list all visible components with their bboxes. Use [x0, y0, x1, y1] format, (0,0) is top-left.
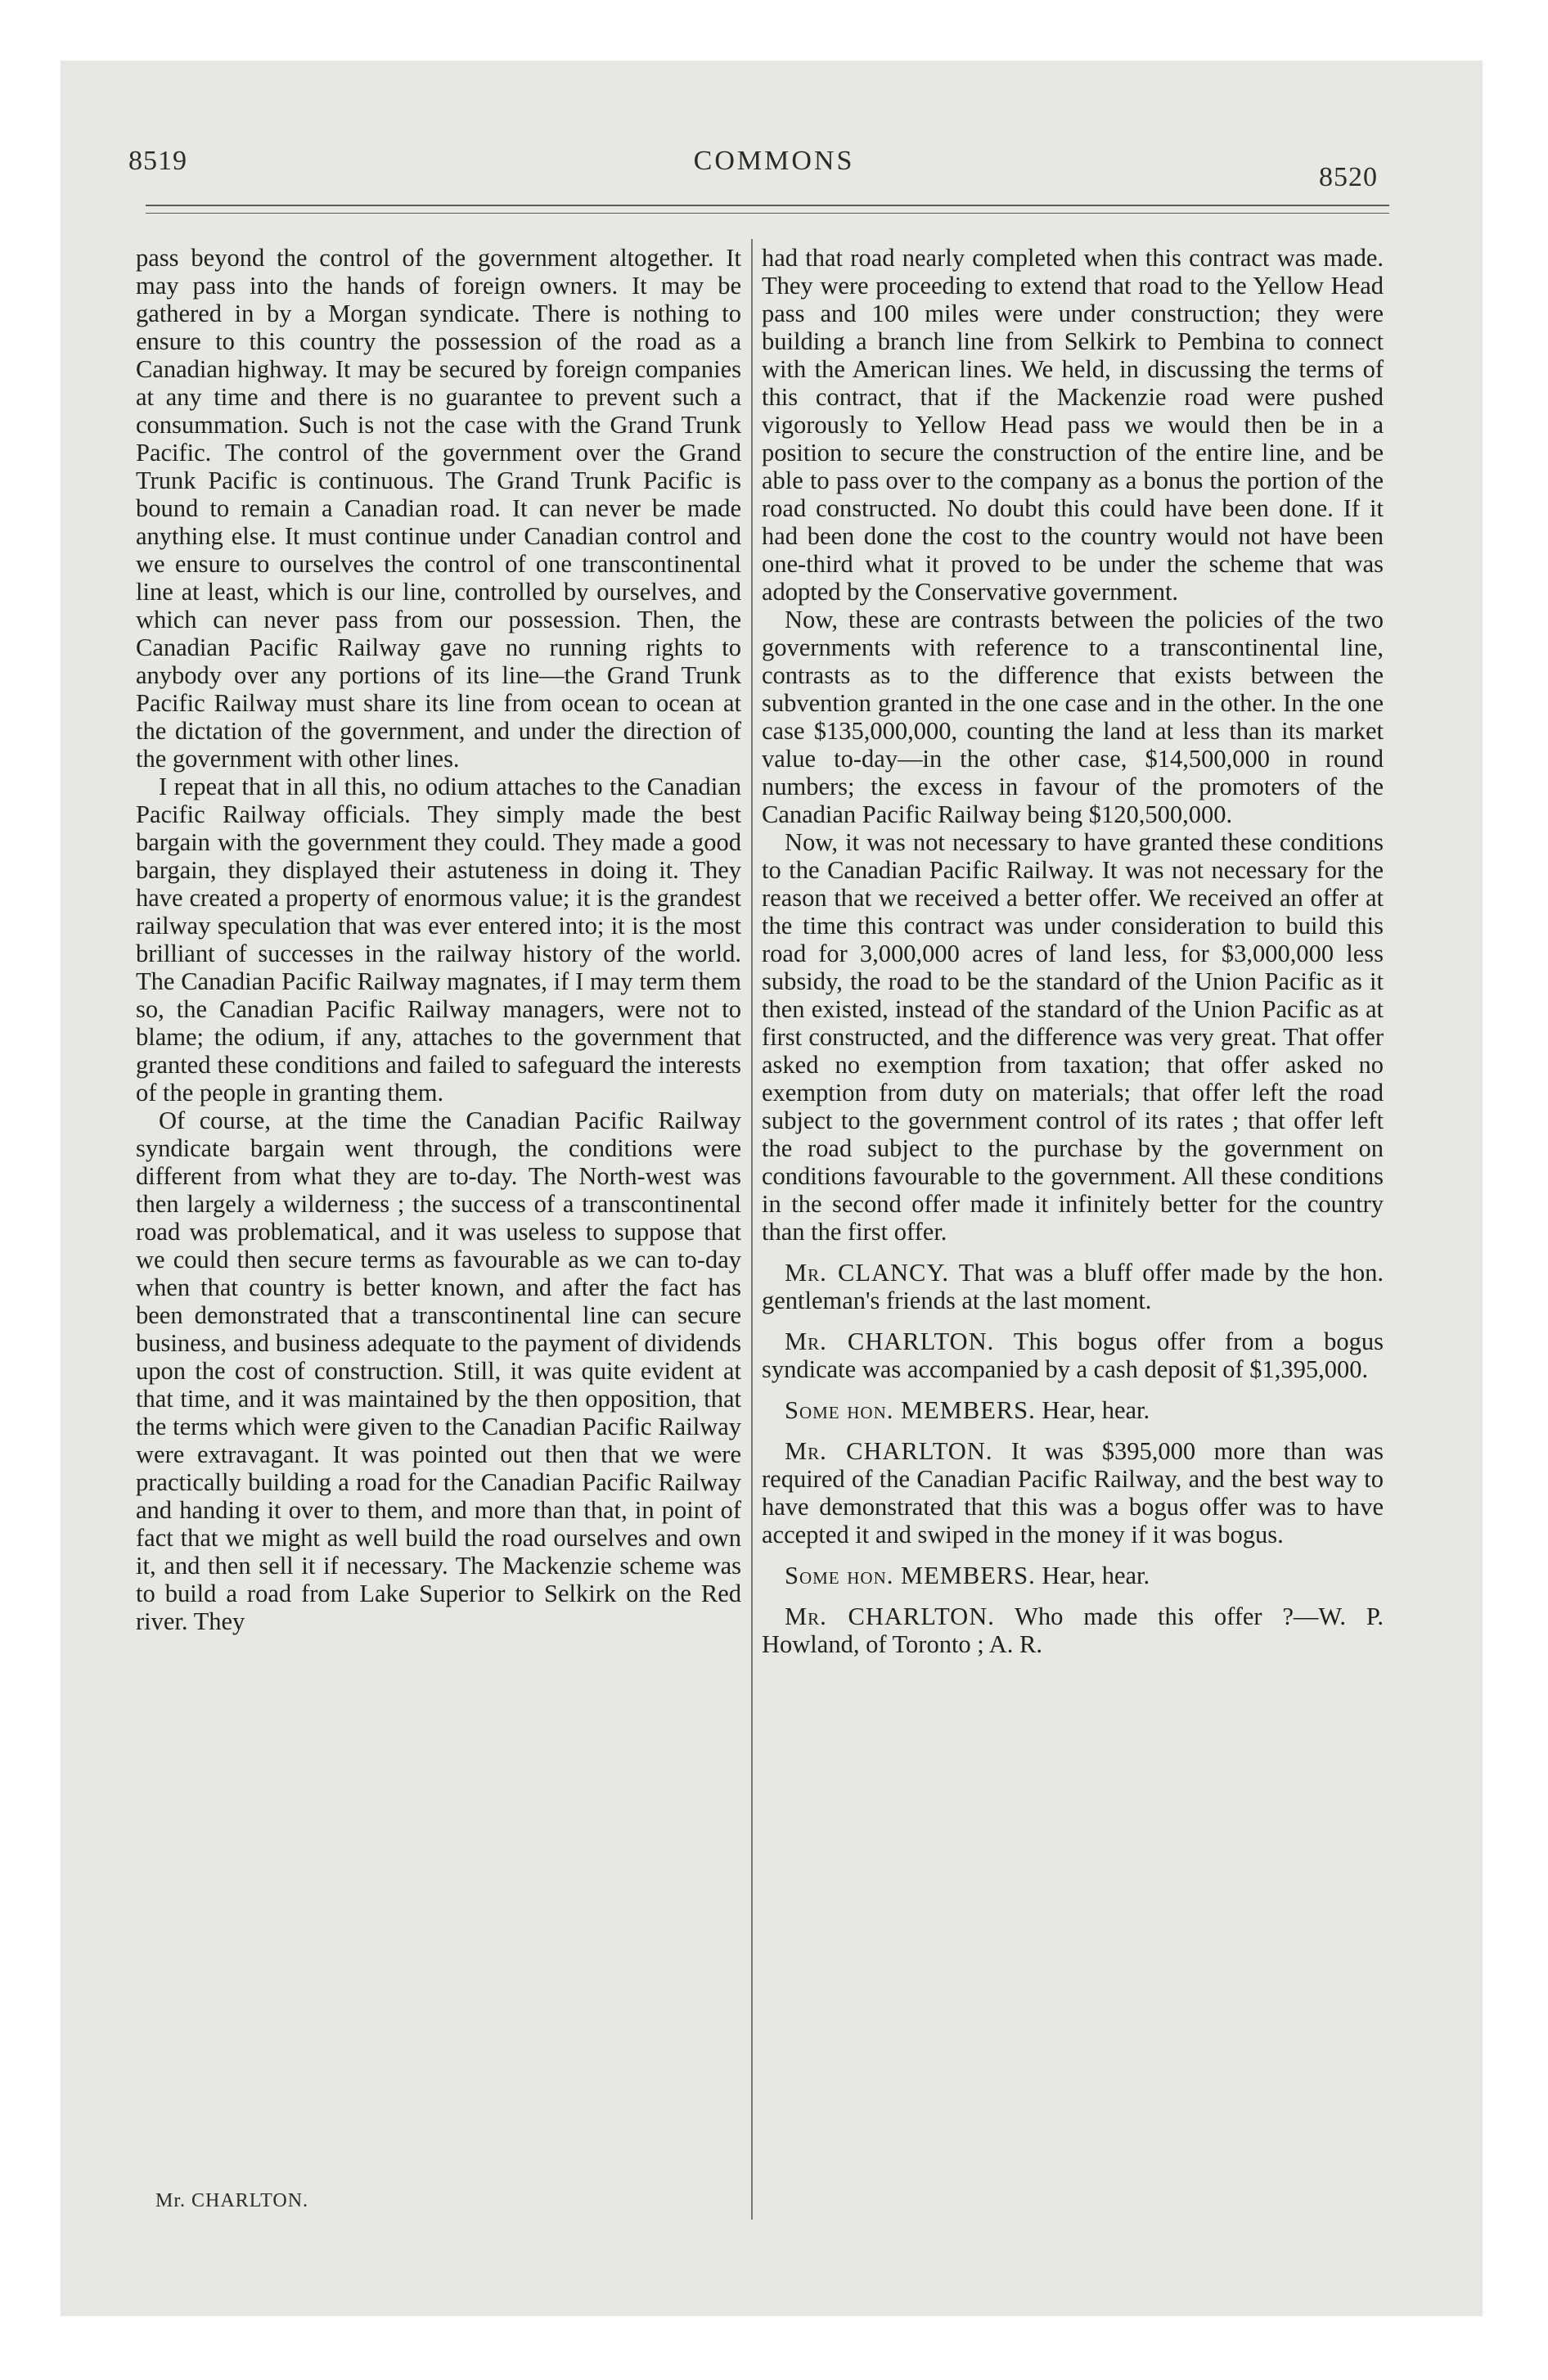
- paragraph: I repeat that in all this, no odium attaches to the Canadian Pacific Railway officials. They simply made the best bargain with the government they could. They made a good bargain, they displayed their astuteness in doing it. They have created a property of enormous value; it is the grandest railway speculation that was ever entered into; it is the most brilliant of successes in the railway history of the world. The Canadian Pacific Railway magnates, if I may term them so, the Canadian Pacific Railway managers, were not to blame; the odium, if any, attaches to the government that granted these conditions and failed to safeguard the interests of the people in granting them.: [136, 773, 741, 1107]
- speech-text: Hear, hear.: [1042, 1396, 1150, 1424]
- column-divider: [751, 239, 753, 2220]
- speech-text: This bogus offer from a bogus syndicate was accompanied by a cash deposit of $1,395,000.: [762, 1327, 1384, 1383]
- catchword: Mr. CHARLTON.: [155, 2190, 309, 2211]
- paragraph: Now, these are contrasts between the policies of the two governments with reference to a transcontinental line, contrasts as to the difference that exists between the subvention granted in the one case and in the other. In the one case $135,000,000, counting the land at less than its market value to-day—in the other case, $14,500,000 in round numbers; the excess in favour of the promoters of the Canadian Pacific Railway being $120,500,000.: [762, 606, 1384, 828]
- speaker-name: Some hon. MEMBERS.: [785, 1396, 1036, 1424]
- speech-text: Hear, hear.: [1042, 1562, 1150, 1589]
- speech: [762, 1562, 1384, 1589]
- right-column: [762, 244, 1384, 1658]
- speaker-name: Mr. CHARLTON.: [785, 1437, 993, 1465]
- paragraph: Of course, at the time the Canadian Pacific Railway syndicate bargain went through, the conditions were different from what they are to-day. The North-west was then largely a wilderness ; the success of a transcontinental road was problematical, and it was useless to suppose that we could then secure terms as favourable as we can to-day when that country is better known, and after the fact has been demonstrated that a transcontinental line can secure business, and business adequate to the payment of dividends upon the cost of construction. Still, it was quite evident at that time, and it was maintained by the then opposition, that the terms which were given to the Canadian Pacific Railway were extravagant. It was pointed out then that we were practically building a road for the Canadian Pacific Railway and handing it over to them, and more than that, in point of fact that we might as well build the road ourselves and own it, and then sell it if necessary. The Mackenzie scheme was to build a road from Lake Superior to Selkirk on the Red river. They: [136, 1107, 741, 1635]
- speaker-name: Mr. CHARLTON.: [785, 1602, 995, 1630]
- speech-text: It was $395,000 more than was required of the Canadian Pacific Railway, and the best way to have demonstrated that this was a bogus offer was to have accepted it and swiped in the money if it was bogus.: [762, 1437, 1384, 1548]
- header-rule-thick: [146, 205, 1389, 206]
- speech-text: That was a bluff offer made by the hon. gentleman's friends at the last moment.: [762, 1259, 1384, 1314]
- paragraph: had that road nearly completed when this contract was made. They were proceeding to extend that road to the Yellow Head pass and 100 miles were under construction; they were building a branch line from Selkirk to Pembina to connect with the American lines. We held, in discussing the terms of this contract, that if the Mackenzie road were pushed vigorously to Yellow Head pass we would then be in a position to secure the construction of the entire line, and be able to pass over to the company as a bonus the portion of the road constructed. No doubt this could have been done. If it had been done the cost to the country would not have been one-third what it proved to be under the scheme that was adopted by the Conservative government.: [762, 244, 1384, 606]
- speech: [762, 1259, 1384, 1314]
- speech: [762, 1437, 1384, 1548]
- left-column: [136, 244, 741, 1635]
- speaker-name: Some hon. MEMBERS.: [785, 1562, 1036, 1589]
- page-number-right: 8520: [1319, 162, 1378, 192]
- speech: [762, 1327, 1384, 1383]
- speech-text: Who made this offer ?—W. P. Howland, of Toronto ; A. R.: [762, 1602, 1384, 1658]
- paragraph: pass beyond the control of the government altogether. It may pass into the hands of foreign owners. It may be gathered in by a Morgan syndicate. There is nothing to ensure to this country the possession of the road as a Canadian highway. It may be secured by foreign companies at any time and there is no guarantee to prevent such a consummation. Such is not the case with the Grand Trunk Pacific. The control of the government over the Grand Trunk Pacific is continuous. The Grand Trunk Pacific is bound to remain a Canadian road. It can never be made anything else. It must continue under Canadian control and we ensure to ourselves the control of one transcontinental line at least, which is our line, controlled by ourselves, and which can never pass from our possession. Then, the Canadian Pacific Railway gave no running rights to anybody over any portions of its line—the Grand Trunk Pacific Railway must share its line from ocean to ocean at the dictation of the government, and under the direction of the government with other lines.: [136, 244, 741, 773]
- paragraph: Now, it was not necessary to have granted these conditions to the Canadian Pacific Railway. It was not necessary for the reason that we received a better offer. We received an offer at the time this contract was under consideration to build this road for 3,000,000 acres of land less, for $3,000,000 less subsidy, the road to be the standard of the Union Pacific as it then existed, instead of the standard of the Union Pacific as at first constructed, and the difference was very great. That offer asked no exemption from taxation; that offer asked no exemption from duty on materials; that offer left the road subject to the government control of its rates ; that offer left the road subject to the purchase by the government on conditions favourable to the government. All these conditions in the second offer made it infinitely better for the country than the first offer.: [762, 828, 1384, 1246]
- page-number-left: 8519: [128, 146, 187, 176]
- speech: [762, 1396, 1384, 1424]
- speaker-name: Mr. CHARLTON.: [785, 1327, 995, 1355]
- header-rule-thin: [146, 213, 1389, 214]
- speaker-name: Mr. CLANCY.: [785, 1259, 950, 1287]
- running-head: COMMONS: [693, 146, 855, 176]
- speech: [762, 1602, 1384, 1658]
